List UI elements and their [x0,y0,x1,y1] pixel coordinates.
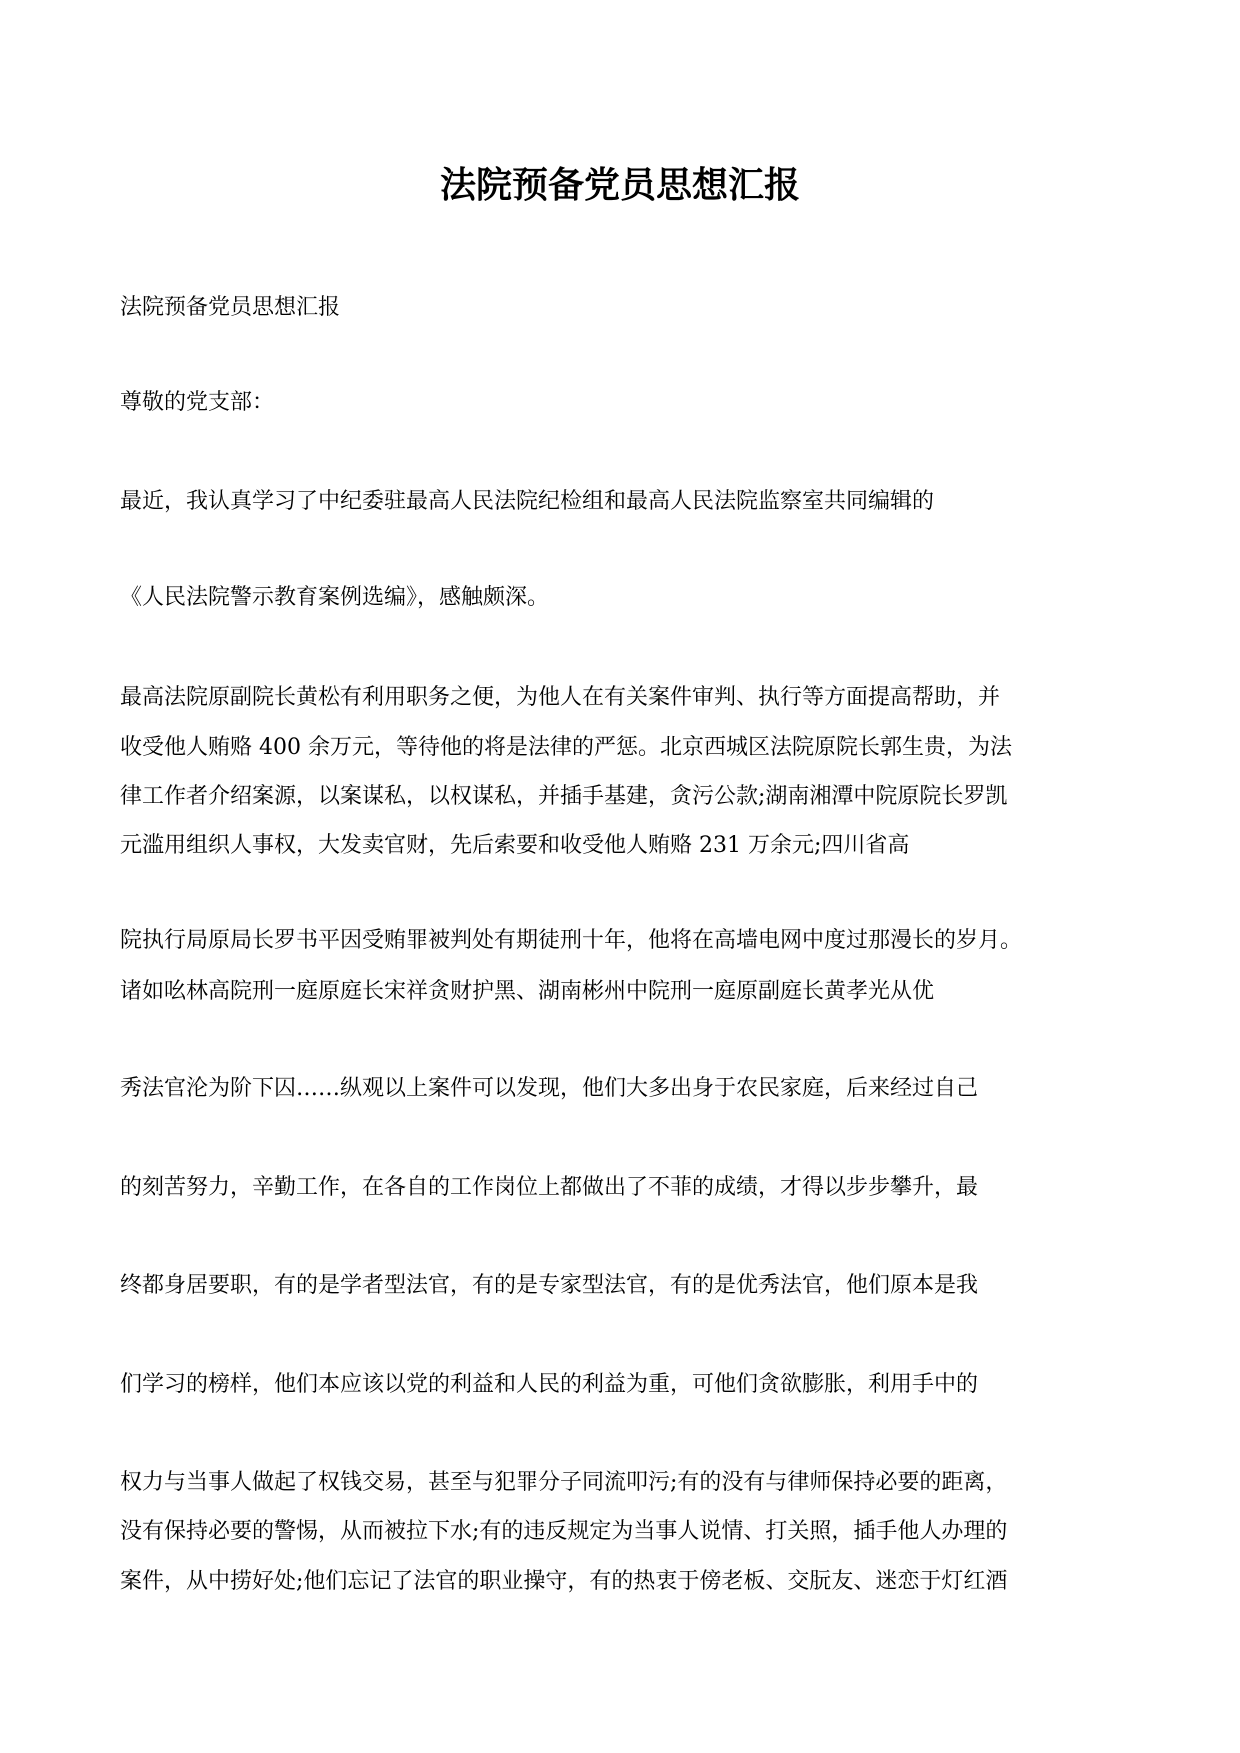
body-line-14: 没有保持必要的警惕，从而被拉下水;有的违反规定为当事人说情、打关照，插手他人办理的 [120,1519,1008,1544]
document-subtitle: 法院预备党员思想汇报 [120,295,341,320]
body-line-6: 元滥用组织人事权，大发卖官财，先后索要和收受他人贿赂 231 万余元;四川省高 [120,833,910,858]
salutation: 尊敬的党支部： [120,390,275,415]
body-line-12: 们学习的榜样，他们本应该以党的利益和人民的利益为重，可他们贪欲膨胀，利用手中的 [120,1372,979,1397]
body-line-11: 终都身居要职，有的是学者型法官，有的是专家型法官，有的是优秀法官，他们原本是我 [120,1273,979,1298]
body-line-10: 的刻苦努力，辛勤工作，在各自的工作岗位上都做出了不菲的成绩，才得以步步攀升，最 [120,1175,979,1200]
body-line-4: 收受他人贿赂 400 余万元，等待他的将是法律的严惩。北京西城区法院原院长郭生贵，为法 [120,735,1012,760]
document-title: 法院预备党员思想汇报 [439,164,800,206]
body-line-1: 最近，我认真学习了中纪委驻最高人民法院纪检组和最高人民法院监察室共同编辑的 [120,489,935,514]
body-line-3: 最高法院原副院长黄松有利用职务之便，为他人在有关案件审判、执行等方面提高帮助，并 [120,685,1001,710]
body-line-7: 院执行局原局长罗书平因受贿罪被判处有期徒刑十年，他将在高墙电网中度过那漫长的岁月。 [120,928,1023,953]
body-line-15: 案件，从中捞好处;他们忘记了法官的职业操守，有的热衷于傍老板、交朊友、迷恋于灯红酒 [120,1569,1008,1594]
body-line-9: 秀法官沦为阶下囚……纵观以上案件可以发现，他们大多出身于农民家庭，后来经过自己 [120,1076,979,1101]
body-line-13: 权力与当事人做起了权钱交易，甚至与犯罪分子同流叩污;有的没有与律师保持必要的距离， [120,1470,1008,1495]
body-line-2: 《人民法院警示教育案例选编》，感触颇深。 [120,585,550,610]
body-line-8: 诸如吆林高院刑一庭原庭长宋祥贪财护黑、湖南彬州中院刑一庭原副庭长黄孝光从优 [120,979,935,1004]
body-line-5: 律工作者介绍案源，以案谋私，以权谋私，并插手基建，贪污公款;湖南湘潭中院原院长罗凯 [120,784,1008,809]
